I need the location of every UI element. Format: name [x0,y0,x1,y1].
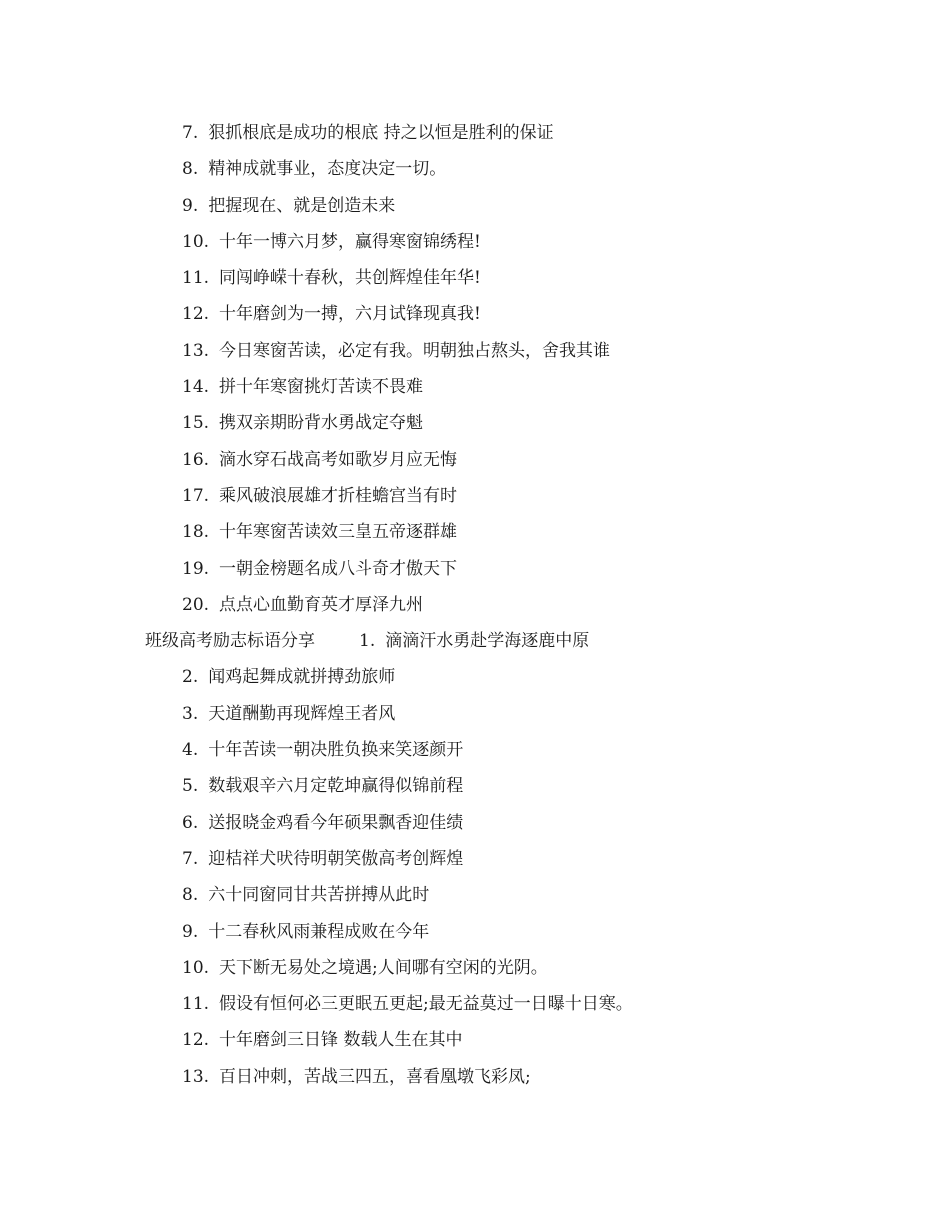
item-number: 8. [182,159,199,180]
item-text: 乘风破浪展雄才折桂蟾宫当有时 [219,485,458,506]
item-text: 十年磨剑为一搏，六月试锋现真我! [219,304,481,325]
list-item [0,914,950,950]
list-item [0,478,950,514]
item-text: 今日寒窗苦读，必定有我。明朝独占熬头，舍我其谁 [219,340,611,361]
section-heading: 班级高考励志标语分享 [145,631,315,652]
list-item [0,986,950,1022]
item-number: 4. [182,740,199,761]
item-number: 20. [182,594,210,615]
list-item [0,950,950,986]
item-text: 闻鸡起舞成就拼搏劲旅师 [208,667,396,688]
item-number: 1. [359,631,376,652]
item-text: 点点心血勤育英才厚泽九州 [219,594,424,615]
item-text: 精神成就事业，态度决定一切。 [208,159,447,180]
list-item [0,514,950,550]
item-text: 六十同窗同甘共苦拼搏从此时 [208,885,430,906]
list-item [0,696,950,732]
item-number: 2. [182,667,199,688]
list-item [0,877,950,913]
list-item [0,732,950,768]
list-item [0,442,950,478]
item-text: 数载艰辛六月定乾坤赢得似锦前程 [208,776,464,797]
item-text: 百日冲刺，苦战三四五，喜看凰墩飞彩凤; [219,1066,531,1087]
item-text: 十年一博六月梦，赢得寒窗锦绣程! [219,231,481,252]
item-number: 13. [182,340,210,361]
item-number: 9. [182,195,199,216]
item-text: 滴滴汗水勇赴学海逐鹿中原 [385,631,590,652]
item-text: 同闯峥嵘十春秋，共创辉煌佳年华! [219,268,481,289]
item-number: 17. [182,485,210,506]
item-number: 10. [182,231,210,252]
item-text: 拼十年寒窗挑灯苦读不畏难 [219,377,424,398]
item-number: 19. [182,558,210,579]
item-number: 5. [182,776,199,797]
list-item [0,768,950,804]
item-number: 9. [182,921,199,942]
item-text: 送报晓金鸡看今年硕果飘香迎佳绩 [208,812,464,833]
item-number: 8. [182,885,199,906]
list-item [0,188,950,224]
item-text: 一朝金榜题名成八斗奇才傲天下 [219,558,458,579]
list-item [0,587,950,623]
item-text: 十年苦读一朝决胜负换来笑逐颜开 [208,740,464,761]
list-item [0,659,950,695]
item-text: 假设有恒何必三更眠五更起;最无益莫过一日曝十日寒。 [219,994,633,1015]
list-item [0,551,950,587]
list-item [0,805,950,841]
list-item [0,260,950,296]
list-item [0,405,950,441]
list-item [0,1059,950,1095]
item-text: 把握现在、就是创造未来 [208,195,396,216]
item-number: 14. [182,377,210,398]
item-text: 迎桔祥犬吠待明朝笑傲高考创辉煌 [208,848,464,869]
list-item [0,1022,950,1058]
item-number: 7. [182,848,199,869]
item-text: 天道酬勤再现辉煌王者风 [208,703,396,724]
slogan-list [0,115,950,1095]
list-item [0,115,950,151]
item-text: 狠抓根底是成功的根底 持之以恒是胜利的保证 [208,123,554,143]
list-item [0,369,950,405]
item-number: 3. [182,703,199,724]
item-number: 7. [182,123,199,143]
item-text: 携双亲期盼背水勇战定夺魁 [219,413,424,434]
list-item [0,841,950,877]
item-number: 18. [182,522,210,543]
item-number: 13. [182,1066,210,1087]
item-number: 16. [182,449,210,470]
item-number: 11. [182,994,210,1015]
item-text: 十年磨剑三日锋 数载人生在其中 [219,1030,463,1051]
item-number: 10. [182,957,210,978]
list-item [0,224,950,260]
item-text: 十年寒窗苦读效三皇五帝逐群雄 [219,522,458,543]
list-item [0,333,950,369]
item-number: 11. [182,268,210,289]
item-text: 十二春秋风雨兼程成败在今年 [208,921,430,942]
list-item [0,151,950,187]
section-heading-line [0,623,950,659]
item-number: 12. [182,1030,210,1051]
item-number: 6. [182,812,199,833]
item-number: 15. [182,413,210,434]
item-number: 12. [182,304,210,325]
item-text: 滴水穿石战高考如歌岁月应无悔 [219,449,458,470]
item-text: 天下断无易处之境遇;人间哪有空闲的光阴。 [219,957,548,978]
list-item [0,296,950,332]
